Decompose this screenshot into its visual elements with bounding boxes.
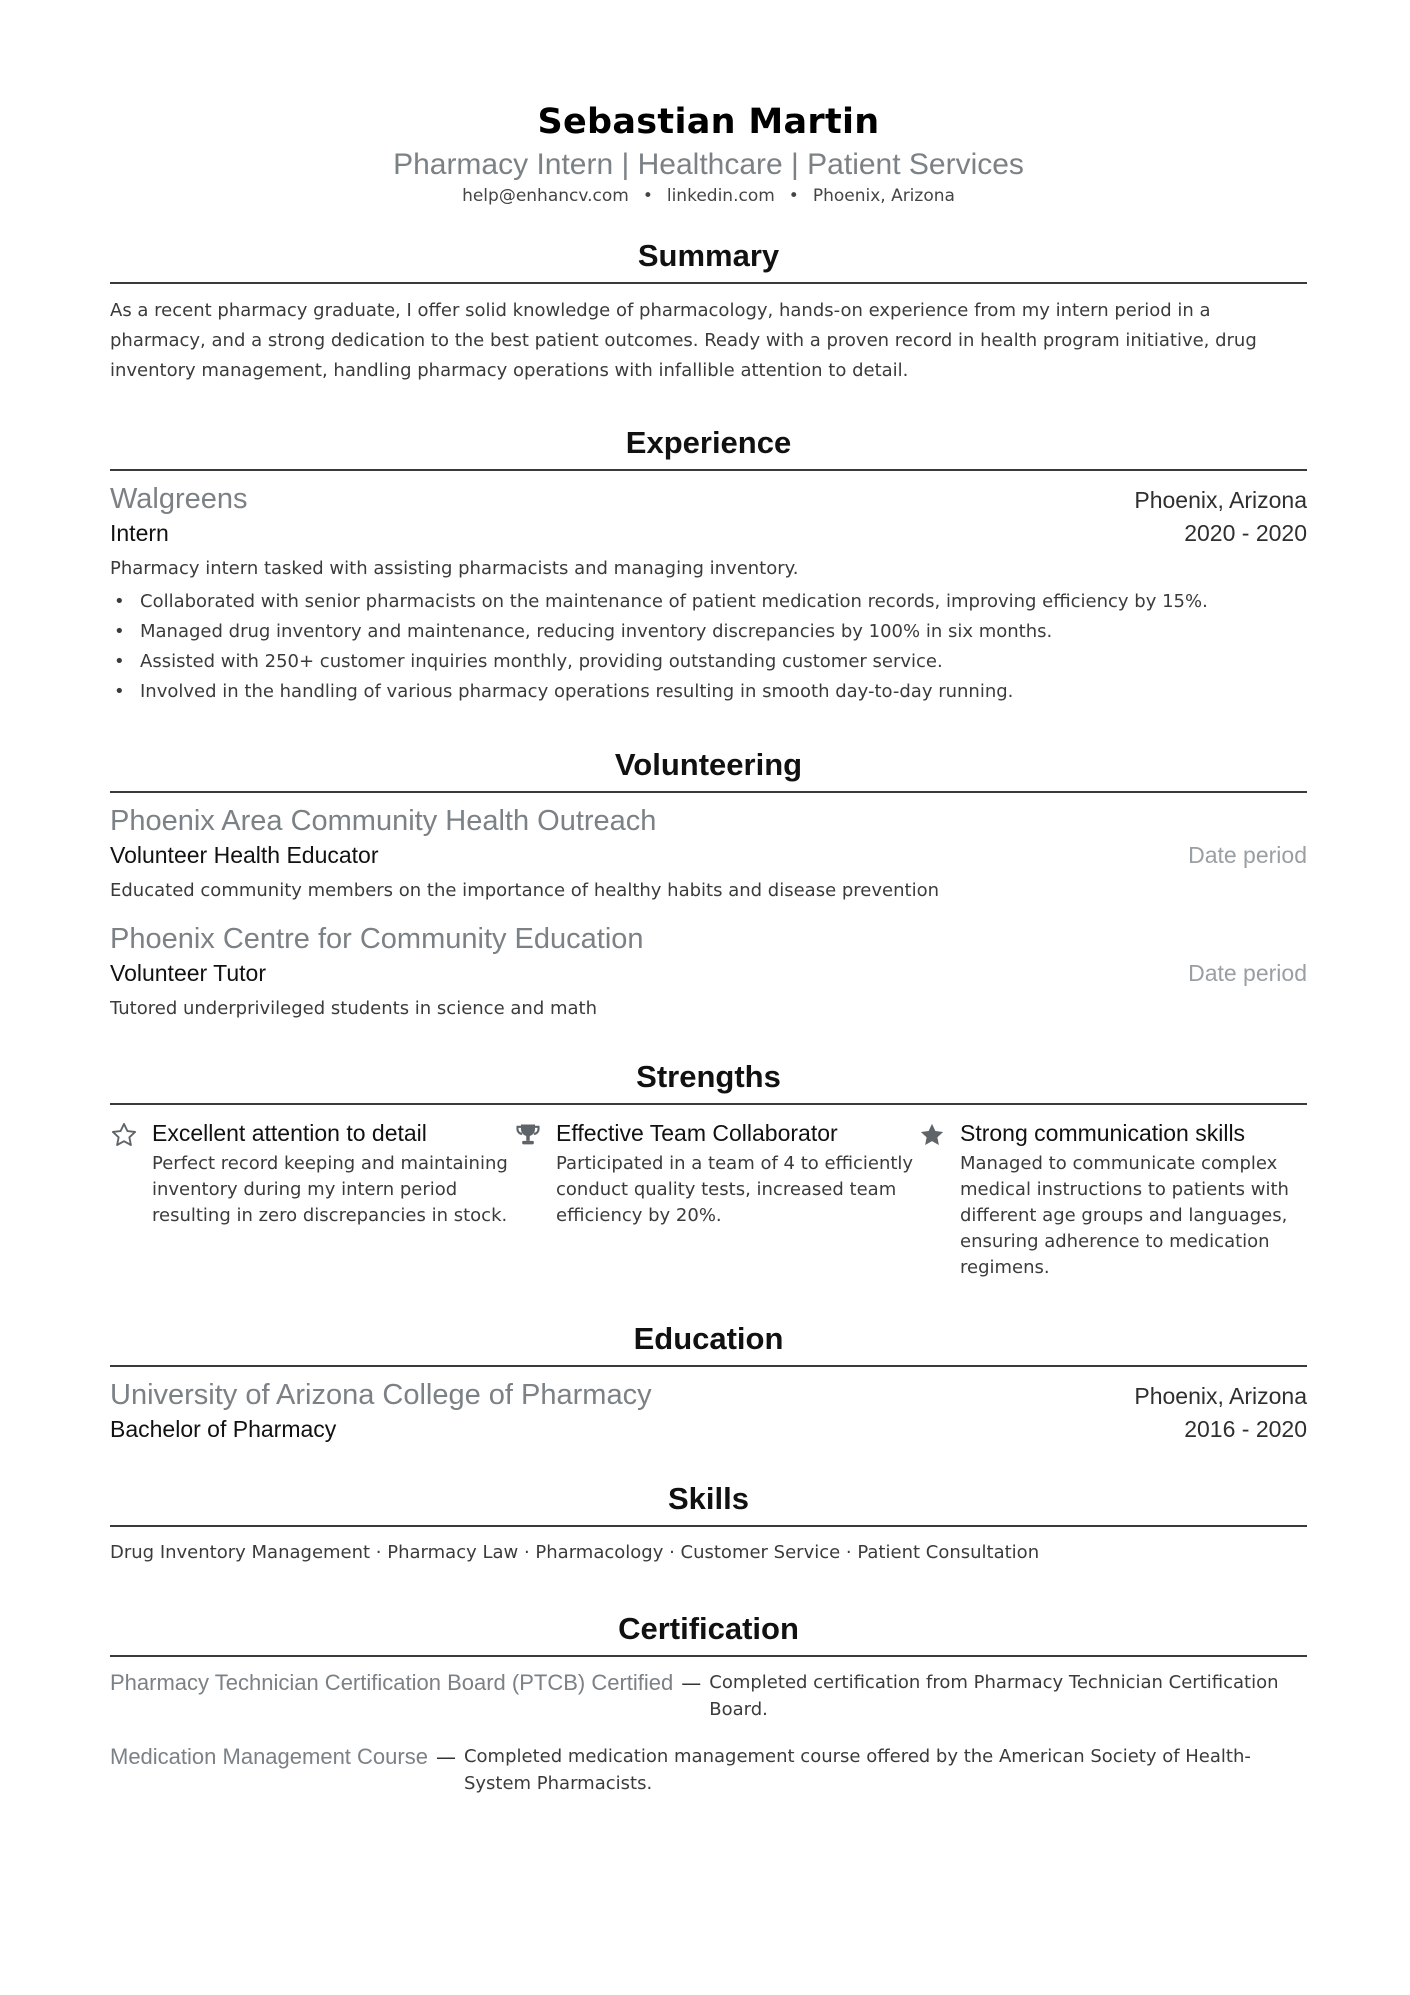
education-header-row (110, 1377, 1307, 1413)
star-filled-icon (918, 1117, 960, 1281)
volunteer-role-row (110, 957, 1307, 989)
strengths-heading: Strengths (110, 1057, 1307, 1105)
summary-text: As a recent pharmacy graduate, I offer solid knowledge of pharmacology, hands-on experience from my intern period in a pharmacy, and a strong dedication to the best patient outcomes. Ready with a proven record in health program initiative, drug inventory management, handling pharmacy operations with infallible attention to detail. (110, 300, 1257, 381)
volunteer-dates: Date period (1188, 960, 1307, 986)
education-section (110, 1319, 1307, 1445)
certification-section (110, 1609, 1307, 1797)
job-location: Phoenix, Arizona (1134, 487, 1307, 513)
strength-title: Strong communication skills (960, 1120, 1246, 1146)
certification-item (110, 1669, 1307, 1723)
strength-body (152, 1117, 514, 1281)
certification-heading: Certification (110, 1609, 1307, 1657)
job-description: Pharmacy intern tasked with assisting pharmacists and managing inventory. (110, 558, 799, 579)
bullet-item: • Managed drug inventory and maintenance, reducing inventory discrepancies by 100% in six months. (110, 617, 1307, 647)
volunteer-role-row (110, 839, 1307, 871)
contact-email[interactable]: help@enhancv.com (462, 186, 629, 206)
strengths-grid (110, 1117, 1307, 1281)
volunteer-org: Phoenix Area Community Health Outreach (110, 805, 657, 837)
strength-item (514, 1117, 918, 1281)
bullet-item: • Involved in the handling of various pharmacy operations resulting in smooth day-to-day running. (110, 677, 1307, 707)
education-dates: 2016 - 2020 (1184, 1416, 1307, 1442)
certification-name: Pharmacy Technician Certification Board (PTCB) Certified (110, 1670, 674, 1695)
strength-title: Effective Team Collaborator (556, 1120, 838, 1146)
education-degree-row (110, 1413, 1307, 1445)
skills-list: Drug Inventory Management · Pharmacy Law · Pharmacology · Customer Service · Patient Consultation (110, 1542, 1040, 1563)
strength-description: Participated in a team of 4 to efficiently conduct quality tests, increased team efficiency by 20%. (556, 1153, 914, 1226)
school-location: Phoenix, Arizona (1134, 1383, 1307, 1409)
certification-description: Completed medication management course offered by the American Society of Health-System Pharmacists. (463, 1746, 1251, 1794)
job-dates: 2020 - 2020 (1184, 520, 1307, 546)
education-heading: Education (110, 1319, 1307, 1367)
volunteer-org: Phoenix Centre for Community Education (110, 923, 644, 955)
star-outline-icon (110, 1117, 152, 1281)
volunteer-role: Volunteer Health Educator (110, 842, 379, 868)
candidate-title: Pharmacy Intern | Healthcare | Patient Services (393, 148, 1024, 181)
contact-separator: • (642, 186, 653, 206)
strength-body (556, 1117, 918, 1281)
volunteer-dates: Date period (1188, 842, 1307, 868)
certification-dash: — (435, 1745, 456, 1769)
experience-section (110, 423, 1307, 707)
job-bullets (110, 587, 1307, 707)
skills-section (110, 1479, 1307, 1567)
contact-linkedin[interactable]: linkedin.com (666, 186, 775, 206)
strength-item (110, 1117, 514, 1281)
contact-location: Phoenix, Arizona (812, 186, 955, 206)
resume-content (110, 98, 1307, 1797)
strength-description: Perfect record keeping and maintaining inventory during my intern period resulting in zero discrepancies in stock. (152, 1153, 508, 1226)
certification-description: Completed certification from Pharmacy Technician Certification Board. (709, 1672, 1279, 1720)
certification-item (110, 1743, 1307, 1797)
skills-heading: Skills (110, 1479, 1307, 1527)
strength-item (918, 1117, 1322, 1281)
summary-heading: Summary (110, 236, 1307, 284)
contact-separator: • (788, 186, 799, 206)
experience-role-row (110, 517, 1307, 549)
strength-body (960, 1117, 1322, 1281)
volunteer-description: Tutored underprivileged students in science and math (110, 998, 597, 1019)
strengths-section (110, 1057, 1307, 1281)
volunteering-section (110, 745, 1307, 1023)
school-name: University of Arizona College of Pharmacy (110, 1379, 652, 1411)
job-role: Intern (110, 520, 169, 546)
summary-section (110, 236, 1307, 386)
strength-description: Managed to communicate complex medical instructions to patients with different age groups and languages, ensuring adherence to medication regimens. (960, 1153, 1289, 1278)
degree: Bachelor of Pharmacy (110, 1416, 337, 1442)
certification-name: Medication Management Course (110, 1744, 428, 1769)
bullet-item: • Assisted with 250+ customer inquiries monthly, providing outstanding customer service. (110, 647, 1307, 677)
certification-dash: — (681, 1671, 702, 1695)
experience-entry (110, 481, 1307, 707)
candidate-name: Sebastian Martin (537, 102, 880, 142)
volunteer-role: Volunteer Tutor (110, 960, 266, 986)
contact-line (110, 184, 1307, 208)
volunteering-entry (110, 921, 1307, 1023)
company-name: Walgreens (110, 483, 248, 515)
bullet-item: • Collaborated with senior pharmacists on the maintenance of patient medication records, improving efficiency by 15%. (110, 587, 1307, 617)
volunteering-heading: Volunteering (110, 745, 1307, 793)
volunteer-description: Educated community members on the importance of healthy habits and disease prevention (110, 880, 939, 901)
experience-header-row (110, 481, 1307, 517)
volunteering-entry (110, 803, 1307, 905)
education-entry (110, 1377, 1307, 1445)
experience-heading: Experience (110, 423, 1307, 471)
trophy-icon (514, 1117, 556, 1281)
strength-title: Excellent attention to detail (152, 1120, 427, 1146)
